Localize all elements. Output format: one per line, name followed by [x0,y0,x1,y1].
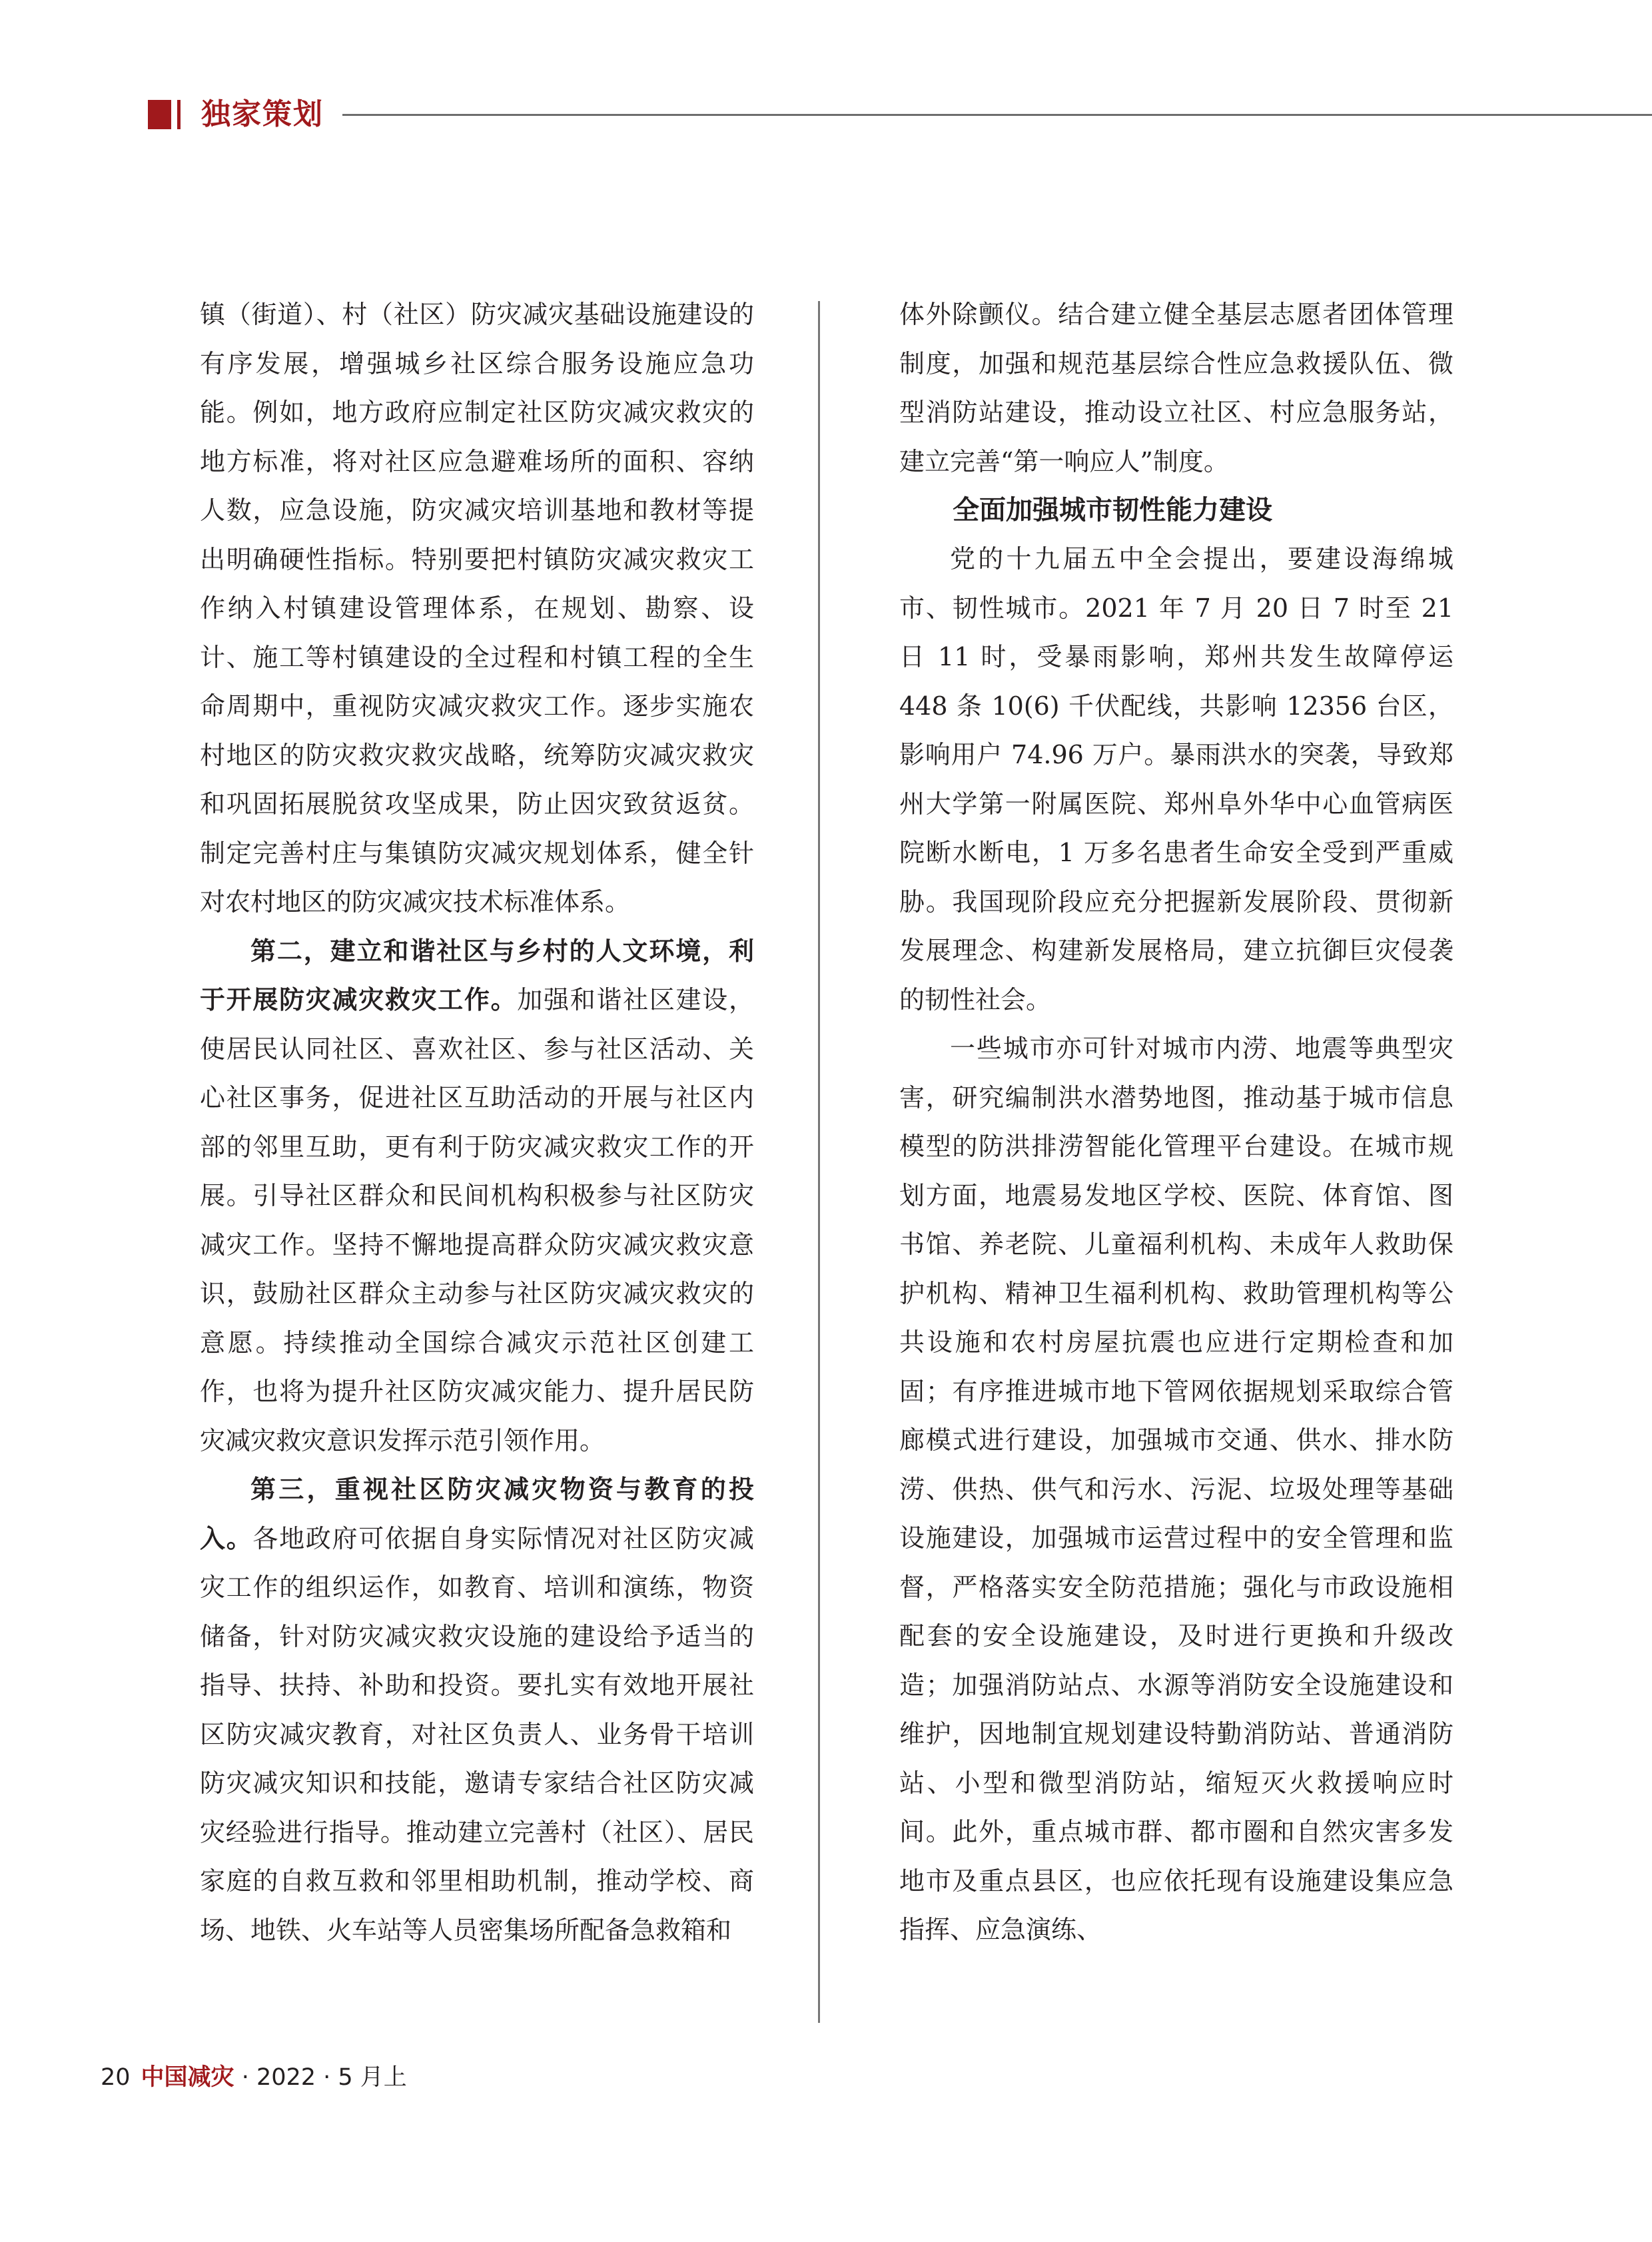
section-header [148,95,1652,135]
right-column [899,290,1453,1955]
paragraph-3-body: 各地政府可依据自身实际情况对社区防灾减灾工作的组织运作，如教育、培训和演练，物资储备，针对防灾减灾救灾设施的建设给予适当的指导、扶持、补助和投资。要扎实有效地开展社区防灾减灾教育，对社区负责人、业务骨干培训防灾减灾知识和技能，邀请专家结合社区防灾减灾经验进行指导。推动建立完善村（社区）、居民家庭的自救互救和邻里相助机制，推动学校、商场、地铁、火车站等人员密集场所配备急救箱和 [200,1523,754,1945]
magazine-name: 中国减灾 [141,2064,234,2091]
page-number: 20 [101,2064,131,2091]
left-column [200,290,754,1955]
right-paragraph-2: 党的十九届五中全会提出，要建设海绵城市、韧性城市。2021 年 7 月 20 日 7 时至 21 日 11 时，受暴雨影响，郑州共发生故障停运 448 条 10(6) 千伏配线，共影响 12356 台区，影响用户 74.96 万户。暴雨洪水的突袭，导致郑州大学第一附属医院、郑州阜外华中心血管病医院断水断电，1 万多名患者生命安全受到严重威胁。我国现阶段应充分把握新发展阶段、贯彻新发展理念、构建新发展格局，建立抗御巨灾侵袭的韧性社会。 [899,544,1453,1014]
column-divider [818,301,820,2023]
section-heading: 全面加强城市韧性能力建设 [953,495,1272,526]
paragraph-3-lead: 第三，重视社区防灾减灾物资与教育的投入。 [200,1475,754,1553]
issue-info: · 2022 · 5 月上 [241,2064,407,2091]
page-footer [101,2061,407,2094]
left-paragraph-3 [200,1465,754,1955]
header-rule [342,114,1652,116]
header-square-mark [148,100,171,129]
paragraph-2-lead: 第二，建立和谐社区与乡村的人文环境，利于开展防灾减灾救灾工作。 [200,936,754,1014]
right-paragraph-1: 体外除颤仪。结合建立健全基层志愿者团体管理制度，加强和规范基层综合性应急救援队伍、微型消防站建设，推动设立社区、村应急服务站，建立完善“第一响应人”制度。 [899,300,1453,476]
left-paragraph-2 [200,927,754,1466]
paragraph-2-body: 加强和谐社区建设，使居民认同社区、喜欢社区、参与社区活动、关心社区事务，促进社区互助活动的开展与社区内部的邻里互助，更有利于防灾减灾救灾工作的开展。引导社区群众和民间机构积极参与社区防灾减灾工作。坚持不懈地提高群众防灾减灾救灾意识，鼓励社区群众主动参与社区防灾减灾救灾的意愿。持续推动全国综合减灾示范社区创建工作，也将为提升社区防灾减灾能力、提升居民防灾减灾救灾意识发挥示范引领作用。 [200,985,754,1455]
header-bar-mark [177,100,181,129]
left-paragraph-1: 镇（街道）、村（社区）防灾减灾基础设施建设的有序发展，增强城乡社区综合服务设施应急功能。例如，地方政府应制定社区防灾减灾救灾的地方标准，将对社区应急避难场所的面积、容纳人数，应急设施，防灾减灾培训基地和教材等提出明确硬性指标。特别要把村镇防灾减灾救灾工作纳入村镇建设管理体系，在规划、勘察、设计、施工等村镇建设的全过程和村镇工程的全生命周期中，重视防灾减灾救灾工作。逐步实施农村地区的防灾救灾救灾战略，统筹防灾减灾救灾和巩固拓展脱贫攻坚成果，防止因灾致贫返贫。制定完善村庄与集镇防灾减灾规划体系，健全针对农村地区的防灾减灾技术标准体系。 [200,300,754,917]
section-title: 独家策划 [201,97,324,131]
right-paragraph-3: 一些城市亦可针对城市内涝、地震等典型灾害，研究编制洪水潜势地图，推动基于城市信息模型的防洪排涝智能化管理平台建设。在城市规划方面，地震易发地区学校、医院、体育馆、图书馆、养老院、儿童福利机构、未成年人救助保护机构、精神卫生福利机构、救助管理机构等公共设施和农村房屋抗震也应进行定期检查和加固；有序推进城市地下管网依据规划采取综合管廊模式进行建设，加强城市交通、供水、排水防涝、供热、供气和污水、污泥、垃圾处理等基础设施建设，加强城市运营过程中的安全管理和监督，严格落实安全防范措施；强化与市政设施相配套的安全设施建设，及时进行更换和升级改造；加强消防站点、水源等消防安全设施建设和维护，因地制宜规划建设特勤消防站、普通消防站、小型和微型消防站，缩短灭火救援响应时间。此外，重点城市群、都市圈和自然灾害多发地市及重点县区，也应依托现有设施建设集应急指挥、应急演练、 [899,1034,1453,1944]
